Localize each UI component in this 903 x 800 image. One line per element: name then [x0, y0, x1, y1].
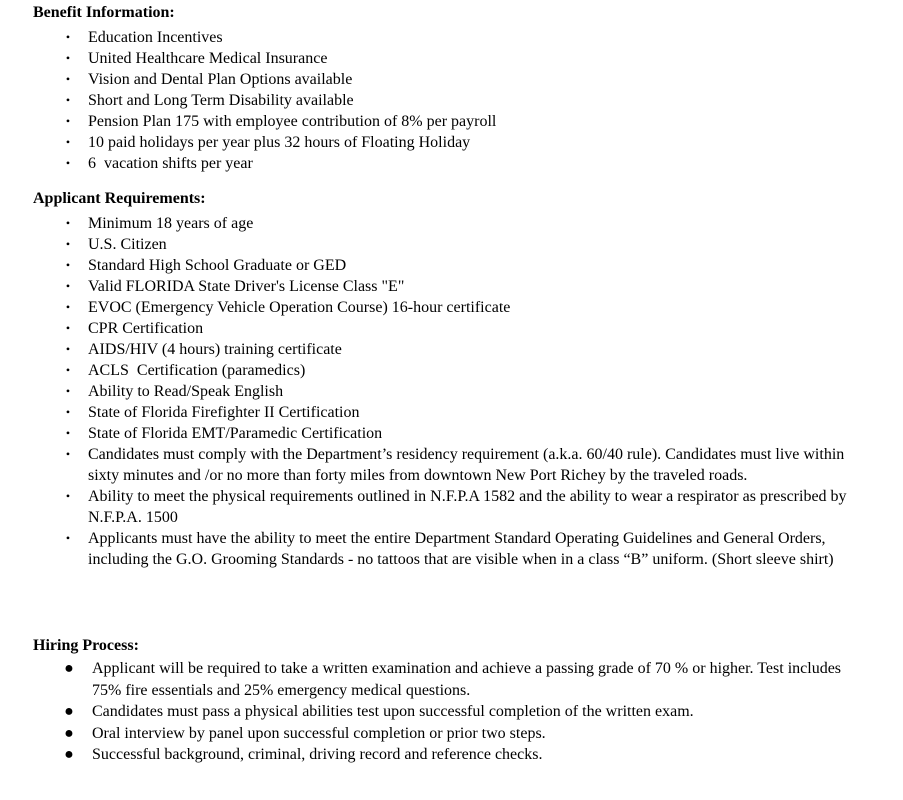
- bullet-icon: •: [65, 258, 71, 272]
- benefit-information-heading: Benefit Information:: [33, 4, 175, 21]
- list-item-text: Pension Plan 175 with employee contribution of 8% per payroll: [88, 113, 497, 130]
- list-item-text: 6 vacation shifts per year: [88, 155, 253, 172]
- bullet-icon: •: [65, 135, 71, 149]
- list-item: [0, 423, 903, 444]
- list-item-text: Vision and Dental Plan Options available: [88, 71, 353, 88]
- bullet-icon: •: [65, 321, 71, 335]
- bullet-icon: •: [65, 30, 71, 44]
- list-item: [0, 276, 903, 297]
- list-item: [0, 132, 903, 153]
- requirements-list: [0, 213, 903, 570]
- list-item: [0, 111, 903, 132]
- bullet-icon: •: [65, 237, 71, 251]
- bullet-icon: •: [65, 72, 71, 86]
- list-item-text: Ability to Read/Speak English: [88, 383, 284, 400]
- list-item: [0, 744, 903, 766]
- list-item: [0, 48, 903, 69]
- list-item-text: CPR Certification: [88, 320, 204, 337]
- list-item-text: Applicants must have the ability to meet the entire Department Standard Operating Guidelines and General Orders, including the G.O. Grooming Standards - no tattoos that are visible when in a class “B” uniform. (Short sleeve shirt): [88, 530, 834, 568]
- bullet-icon: •: [65, 363, 71, 377]
- bullet-icon: •: [65, 426, 71, 440]
- list-item: [0, 255, 903, 276]
- list-item: [0, 528, 903, 570]
- bullet-icon: •: [65, 114, 71, 128]
- bullet-icon: ●: [64, 746, 74, 763]
- list-item: [0, 153, 903, 174]
- hiring-process-heading: Hiring Process:: [33, 637, 139, 654]
- list-item-text: EVOC (Emergency Vehicle Operation Course) 16-hour certificate: [88, 299, 511, 316]
- list-item: [0, 658, 903, 701]
- list-item-text: United Healthcare Medical Insurance: [88, 50, 328, 67]
- list-item-text: Short and Long Term Disability available: [88, 92, 354, 109]
- list-item: [0, 27, 903, 48]
- list-item-text: Oral interview by panel upon successful completion or prior two steps.: [92, 724, 546, 742]
- list-item: [0, 69, 903, 90]
- list-item: [0, 381, 903, 402]
- list-item: [0, 486, 903, 528]
- list-item-text: Applicant will be required to take a written examination and achieve a passing grade of 70 % or higher. Test includes 75% fire essentials and 25% emergency medical questions.: [92, 660, 842, 699]
- list-item-text: Candidates must pass a physical abilities test upon successful completion of the written exam.: [92, 703, 694, 720]
- list-item-text: ACLS Certification (paramedics): [88, 362, 306, 379]
- list-item: [0, 339, 903, 360]
- hiring-list: [0, 658, 903, 766]
- bullet-icon: •: [65, 156, 71, 170]
- bullet-icon: •: [65, 216, 71, 230]
- bullet-icon: •: [65, 531, 71, 545]
- list-item: [0, 213, 903, 234]
- list-item-text: State of Florida EMT/Paramedic Certification: [88, 425, 383, 442]
- list-item-text: Standard High School Graduate or GED: [88, 257, 347, 274]
- list-item: [0, 402, 903, 423]
- list-item: [0, 444, 903, 486]
- list-item-text: AIDS/HIV (4 hours) training certificate: [88, 341, 342, 358]
- list-item: [0, 360, 903, 381]
- list-item: [0, 701, 903, 723]
- bullet-icon: ●: [64, 724, 74, 742]
- list-item-text: Education Incentives: [88, 29, 223, 46]
- list-item: [0, 234, 903, 255]
- list-item: [0, 297, 903, 318]
- list-item-text: 10 paid holidays per year plus 32 hours of Floating Holiday: [88, 134, 471, 151]
- benefit-list: [0, 27, 903, 174]
- bullet-icon: •: [65, 384, 71, 398]
- list-item-text: State of Florida Firefighter II Certification: [88, 404, 360, 421]
- list-item-text: U.S. Citizen: [88, 236, 167, 253]
- bullet-icon: ●: [64, 660, 74, 677]
- list-item-text: Minimum 18 years of age: [88, 215, 254, 232]
- bullet-icon: •: [65, 93, 71, 107]
- bullet-icon: •: [65, 300, 71, 314]
- bullet-icon: •: [65, 447, 71, 461]
- list-item-text: Ability to meet the physical requirements outlined in N.F.P.A 1582 and the ability to wear a respirator as prescribed by N.F.P.A. 1500: [88, 488, 847, 526]
- list-item: [0, 723, 903, 745]
- bullet-icon: ●: [64, 703, 74, 720]
- bullet-icon: •: [65, 51, 71, 65]
- bullet-icon: •: [65, 279, 71, 293]
- list-item: [0, 318, 903, 339]
- list-item-text: Successful background, criminal, driving record and reference checks.: [92, 746, 543, 763]
- applicant-requirements-heading: Applicant Requirements:: [33, 190, 206, 207]
- bullet-icon: •: [65, 489, 71, 503]
- bullet-icon: •: [65, 342, 71, 356]
- list-item-text: Valid FLORIDA State Driver's License Class "E": [88, 278, 405, 295]
- list-item: [0, 90, 903, 111]
- list-item-text: Candidates must comply with the Department’s residency requirement (a.k.a. 60/40 rule). Candidates must live within sixty minutes and /or no more than forty miles from downtown New Port Richey by the traveled roads.: [88, 446, 845, 484]
- bullet-icon: •: [65, 405, 71, 419]
